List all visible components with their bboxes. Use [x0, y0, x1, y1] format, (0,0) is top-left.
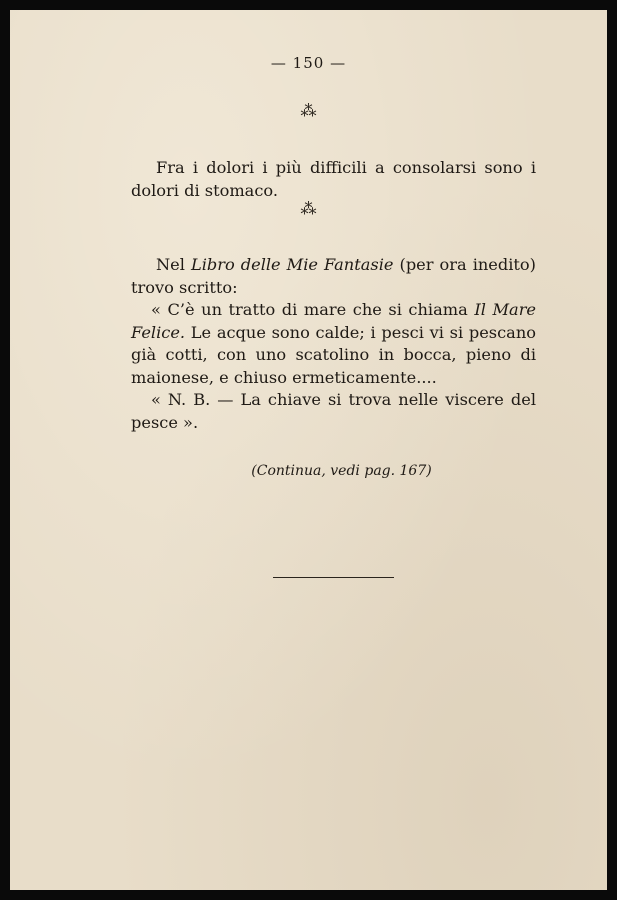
quote-suffix: Le acque sono calde; i pesci vi si pescano già cotti, con uno scatolino in bocca, pieno di maionese, e chiuso ermeticamente.... [131, 322, 536, 387]
intro-prefix: Nel [156, 255, 191, 274]
quote-prefix: « C’è un tratto di mare che si chiama [151, 300, 475, 319]
divider-rule [273, 577, 394, 578]
continuation-note: (Continua, vedi pag. 167) [251, 463, 432, 479]
section-ornament: ⁂ [300, 101, 317, 120]
page-number: — 150 — [270, 54, 347, 72]
book-page [10, 10, 607, 890]
intro-line [131, 254, 536, 299]
quote-nota-bene: « N. B. — La chiave si trova nelle viscere del pesce ». [131, 390, 536, 432]
paragraph-dolori [131, 157, 536, 202]
section-ornament: ⁂ [300, 199, 317, 218]
book-title: Libro delle Mie Fantasie [190, 255, 394, 274]
paragraph-fantasie [131, 254, 536, 434]
sea-name: Il Mare Felice. [131, 300, 537, 342]
intro-suffix: (per ora inedito) trovo scritto: [131, 255, 536, 297]
quote-mare-felice [131, 299, 536, 389]
paragraph-text: Fra i dolori i più difficili a consolarsi sono i dolori di stomaco. [131, 158, 536, 200]
